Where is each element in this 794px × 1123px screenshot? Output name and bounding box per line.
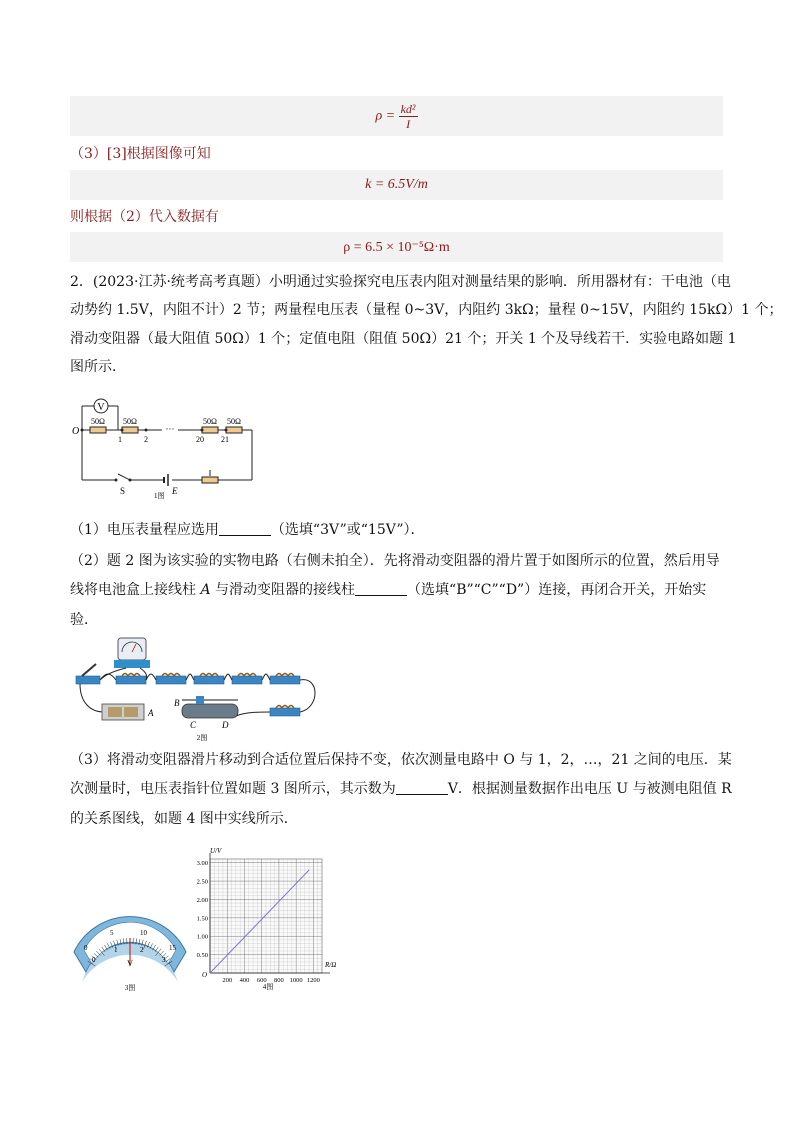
step3-substitution: 则根据（2）代入数据有: [70, 209, 219, 225]
fig1-node-2: 2: [144, 435, 148, 444]
fig4-y-tick-label: 1.50: [196, 915, 208, 923]
fig4-y-tick-label: 2.00: [196, 896, 208, 904]
formula-1-fraction: [399, 102, 418, 131]
q2-line-1: （2）题 2 图为该实验的实物电路（右侧未拍全）．先将滑动变阻器的滑片置于如图所示的位置，然后用导: [70, 553, 720, 569]
formula-1: [375, 102, 417, 131]
fig4-x-tick-label: 1000: [289, 977, 303, 984]
question-line-1: 2．(2023·江苏·统考高考真题）小明通过实验探究电压表内阻对测量结果的影响．所用器材有：干电池（电: [70, 274, 731, 290]
formula-band-1: [70, 96, 723, 136]
fig3-unit: V: [127, 959, 133, 968]
question-line-2: 动势约 1.5V，内阻不计）2 节；两量程电压表（量程 0~3V，内阻约 3kΩ；量程 0~15V，内阻约 15kΩ）1 个；: [70, 302, 783, 318]
q2-line-2-suffix: （选填“B”“C”“D”）连接，再闭合开关，开始实: [407, 582, 707, 598]
q1-prefix: （1）电压表量程应选用: [70, 522, 219, 538]
fig1-switch-label: S: [120, 486, 126, 496]
fig4-y-tick-label: 2.50: [196, 878, 208, 886]
figure-2-photo: [70, 632, 330, 742]
fig2-caption: 2图: [196, 734, 208, 742]
q2-answer-blank[interactable]: [355, 581, 407, 596]
fig4-x-tick-label: 1200: [306, 977, 320, 984]
fig2-label-a: A: [148, 708, 154, 718]
fig1-resistor-label: 50Ω: [203, 417, 217, 426]
fig3-caption: 3图: [124, 984, 136, 992]
q2-line-2-mid: 与滑动变阻器的接线柱: [210, 582, 356, 598]
formula-band-2: k = 6.5V/m: [70, 170, 723, 200]
fig4-x-axis-label: R/Ω: [325, 961, 337, 969]
fig1-node-1: 1: [118, 435, 122, 444]
question-line-3: 滑动变阻器（最大阻值 50Ω）1 个；定值电阻（阻值 50Ω）21 个；开关 1 个及导线若干．实验电路如题 1: [70, 331, 737, 347]
fig4-origin-label: O: [202, 971, 208, 979]
question-line-4: 图所示．: [70, 359, 126, 375]
fig4-x-tick-label: 600: [256, 977, 267, 984]
q2-line-3: 验．: [70, 612, 98, 628]
fig3-lower-2: 2: [140, 946, 144, 954]
fig4-y-tick-label: 3.00: [196, 860, 208, 868]
q3-line-2-suffix: V．根据测量数据作出电压 U 与被测电阻值 R: [447, 781, 732, 797]
fig1-node-20: 20: [196, 435, 204, 444]
fig2-voltmeter: [114, 638, 150, 668]
fig3-upper-15: 15: [169, 944, 176, 952]
fig2-label-b: B: [174, 698, 180, 708]
formula-band-3: ρ = 6.5 × 10⁻⁵Ω·m: [70, 232, 723, 262]
fig1-resistor-label: 50Ω: [123, 417, 137, 426]
fig3-lower-3: 3: [162, 956, 166, 964]
figure-3-voltmeter-dial: [70, 910, 190, 994]
fig1-caption: 1图: [154, 492, 165, 500]
fig2-label-d: D: [222, 720, 229, 730]
formula-1-numerator: kd²: [400, 101, 416, 116]
fig4-y-tick-label: 0.50: [196, 952, 208, 960]
q3-line-2: [70, 775, 730, 803]
formula-1-denominator: I: [406, 116, 411, 131]
figure-1-circuit: [68, 390, 268, 500]
fig1-node-21: 21: [221, 435, 229, 444]
q2-line-2: [70, 576, 730, 604]
fig1-origin-label: O: [72, 426, 80, 437]
fig4-x-tick-label: 800: [274, 977, 284, 984]
q1-line: [70, 516, 730, 544]
step3-heading: （3）[3]根据图像可知: [70, 146, 211, 162]
fig3-lower-1: 1: [114, 946, 118, 954]
fig3-upper-10: 10: [140, 929, 147, 937]
q2-line-2-prefix: 线将电池盒上接线柱: [70, 582, 201, 598]
fig2-label-c: C: [190, 720, 197, 730]
q3-line-2-prefix: 次测量时，电压表指针位置如题 3 图所示，其示数为: [70, 781, 396, 797]
q3-line-1: （3）将滑动变阻器滑片移动到合适位置后保持不变，依次测量电路中 O 与 1，2，…，21 之间的电压．某: [70, 752, 732, 768]
q1-suffix: （选填“3V”或“15V”）．: [270, 522, 425, 538]
q3-answer-blank[interactable]: [396, 780, 448, 795]
fig1-battery-label: E: [172, 486, 178, 496]
fig4-y-axis-label: U/V: [210, 847, 222, 855]
fig4-x-tick-label: 400: [239, 977, 250, 984]
fig1-resistor-label: 50Ω: [91, 417, 105, 426]
figure-4-chart: [180, 845, 350, 995]
q2-terminal-a: A: [200, 582, 211, 598]
fig3-lower-0: 0: [92, 956, 96, 964]
fig1-resistor-label: 50Ω: [227, 417, 241, 426]
fig1-dots: ···: [165, 424, 175, 434]
formula-1-lhs: ρ =: [375, 108, 396, 124]
fig4-x-tick-label: 200: [222, 977, 233, 984]
q1-answer-blank[interactable]: [219, 521, 271, 536]
fig4-y-tick-label: 1.00: [196, 933, 208, 941]
fig3-upper-0: 0: [84, 944, 88, 952]
fig4-caption: 4图: [262, 983, 274, 991]
q3-line-3: 的关系图线，如题 4 图中实线所示．: [70, 811, 298, 827]
fig3-upper-5: 5: [110, 929, 114, 937]
fig1-voltmeter-label: V: [97, 402, 105, 413]
